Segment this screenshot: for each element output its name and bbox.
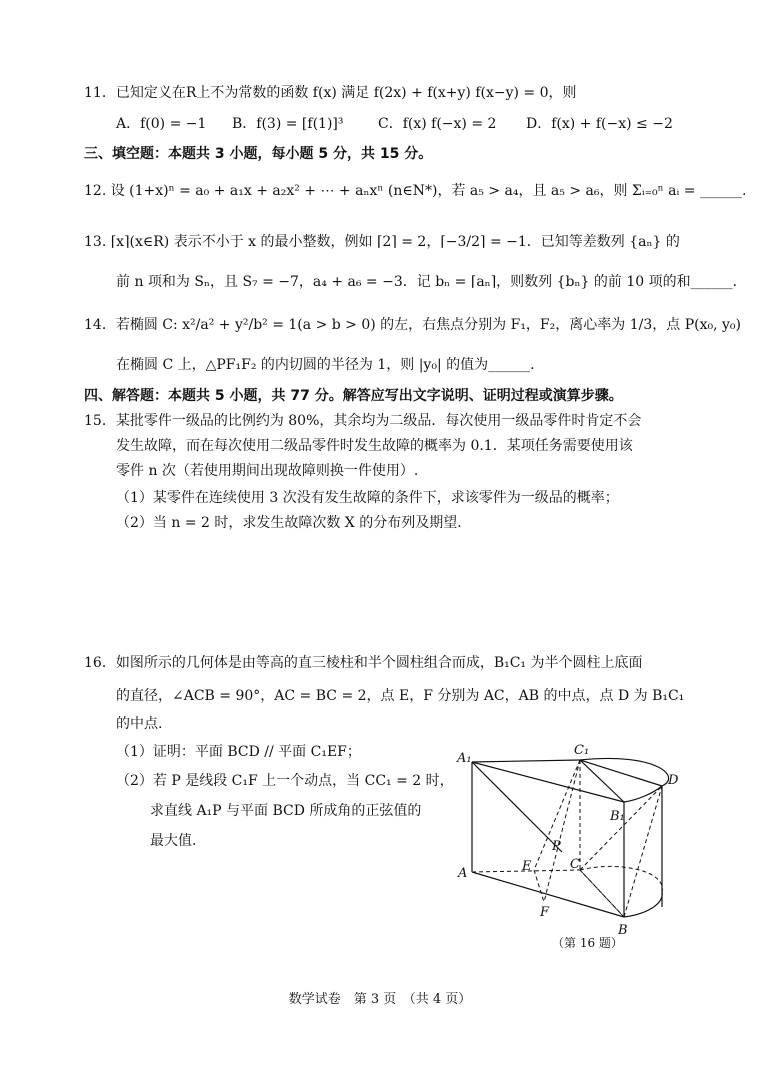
- label-c: C: [570, 857, 580, 872]
- geometry-figure: [452, 742, 692, 942]
- q15-line1: 15．某批零件一级品的比例约为 80%，其余均为二级品．每次使用一级品零件时肯定不会: [84, 413, 642, 429]
- label-b: B: [618, 923, 628, 938]
- q13-line1: 13. ⌈x⌉(x∈R) 表示不小于 x 的最小整数，例如 ⌈2⌉ = 2，⌈−3/2⌉ = −1．已知等差数列 {aₙ} 的: [84, 234, 680, 250]
- bottom-arc-back: [580, 866, 662, 892]
- label-p: P: [552, 839, 561, 854]
- q16-line2: 的直径，∠ACB = 90°，AC = BC = 2，点 E，F 分别为 AC，AB 的中点，点 D 为 B₁C₁: [116, 688, 685, 704]
- line-b-d: [624, 786, 662, 917]
- line-a1-p: [472, 762, 562, 852]
- page-footer: 数学试卷 第 3 页 （共 4 页）: [288, 992, 472, 1007]
- q14-line2: 在椭圆 C 上，△PF₁F₂ 的内切圆的半径为 1，则 |y₀| 的值为______.: [116, 357, 535, 373]
- section4-heading: 四、解答题：本题共 5 小题，共 77 分。解答应写出文字说明、证明过程或演算步骤。: [84, 388, 623, 404]
- label-d: D: [668, 773, 679, 788]
- label-f: F: [540, 905, 550, 920]
- q11-option-b: B．f(3) = [f(1)]³: [232, 116, 344, 132]
- q13-line2: 前 n 项和为 Sₙ，且 S₇ = −7，a₄ + a₆ = −3．记 bₙ = ⌈aₙ⌉，则数列 {bₙ} 的前 10 项的和______.: [116, 274, 738, 290]
- q16-line3: 的中点.: [116, 716, 163, 732]
- section3-heading: 三、填空题：本题共 3 小题，每小题 5 分，共 15 分。: [84, 146, 433, 162]
- q15-line2: 发生故障，而在每次使用二级品零件时发生故障的概率为 0.1．某项任务需要使用该: [116, 438, 633, 454]
- q15-part2: （2）当 n = 2 时，求发生故障次数 X 的分布列及期望.: [116, 515, 462, 531]
- label-a1: A₁: [457, 751, 472, 766]
- q16-part2-line2: 求直线 A₁P 与平面 BCD 所成角的正弦值的: [150, 803, 422, 819]
- q16-part2-line1: （2）若 P 是线段 C₁F 上一个动点，当 CC₁ = 2 时，: [116, 773, 454, 789]
- q12-text: 12. 设 (1+x)ⁿ = a₀ + a₁x + a₂x² + ⋯ + aₙxⁿ (n∈N*)，若 a₅ > a₄，且 a₅ > a₆，则 Σᵢ₌₀ⁿ aᵢ = ______.: [84, 183, 747, 199]
- edge-a1-b1: [472, 762, 624, 802]
- line-c1-f: [544, 760, 580, 902]
- label-c1: C₁: [574, 743, 590, 758]
- q11-option-c: C．f(x) f(−x) = 2: [378, 116, 497, 132]
- q11-option-d: D．f(x) + f(−x) ≤ −2: [526, 116, 673, 132]
- line-e-f: [534, 870, 544, 902]
- q11-stem: 11．已知定义在R上不为常数的函数 f(x) 满足 f(2x) + f(x+y) f(x−y) = 0，则: [84, 85, 577, 101]
- label-a: A: [458, 866, 468, 881]
- figure-caption: （第 16 题）: [552, 936, 623, 950]
- q16-part2-line3: 最大值.: [150, 833, 197, 849]
- q15-line3: 零件 n 次（若使用期间出现故障则换一件使用）.: [116, 463, 419, 479]
- label-b1: B₁: [610, 809, 625, 824]
- q16-part1: （1）证明：平面 BCD // 平面 C₁EF；: [116, 744, 361, 760]
- q14-line1: 14．若椭圆 C: x²/a² + y²/b² = 1(a > b > 0) 的左，右焦点分别为 F₁，F₂，离心率为 1/3，点 P(x₀, y₀): [84, 317, 741, 333]
- q11-option-a: A．f(0) = −1: [116, 116, 207, 132]
- q15-part1: （1）某零件在连续使用 3 次没有发生故障的条件下，求该零件为一级品的概率；: [116, 490, 619, 506]
- q16-line1: 16．如图所示的几何体是由等高的直三棱柱和半个圆柱组合而成，B₁C₁ 为半个圆柱上底面: [84, 655, 643, 671]
- top-semicircle: [580, 758, 669, 802]
- label-e: E: [522, 859, 532, 874]
- edge-a1-c1: [472, 760, 580, 762]
